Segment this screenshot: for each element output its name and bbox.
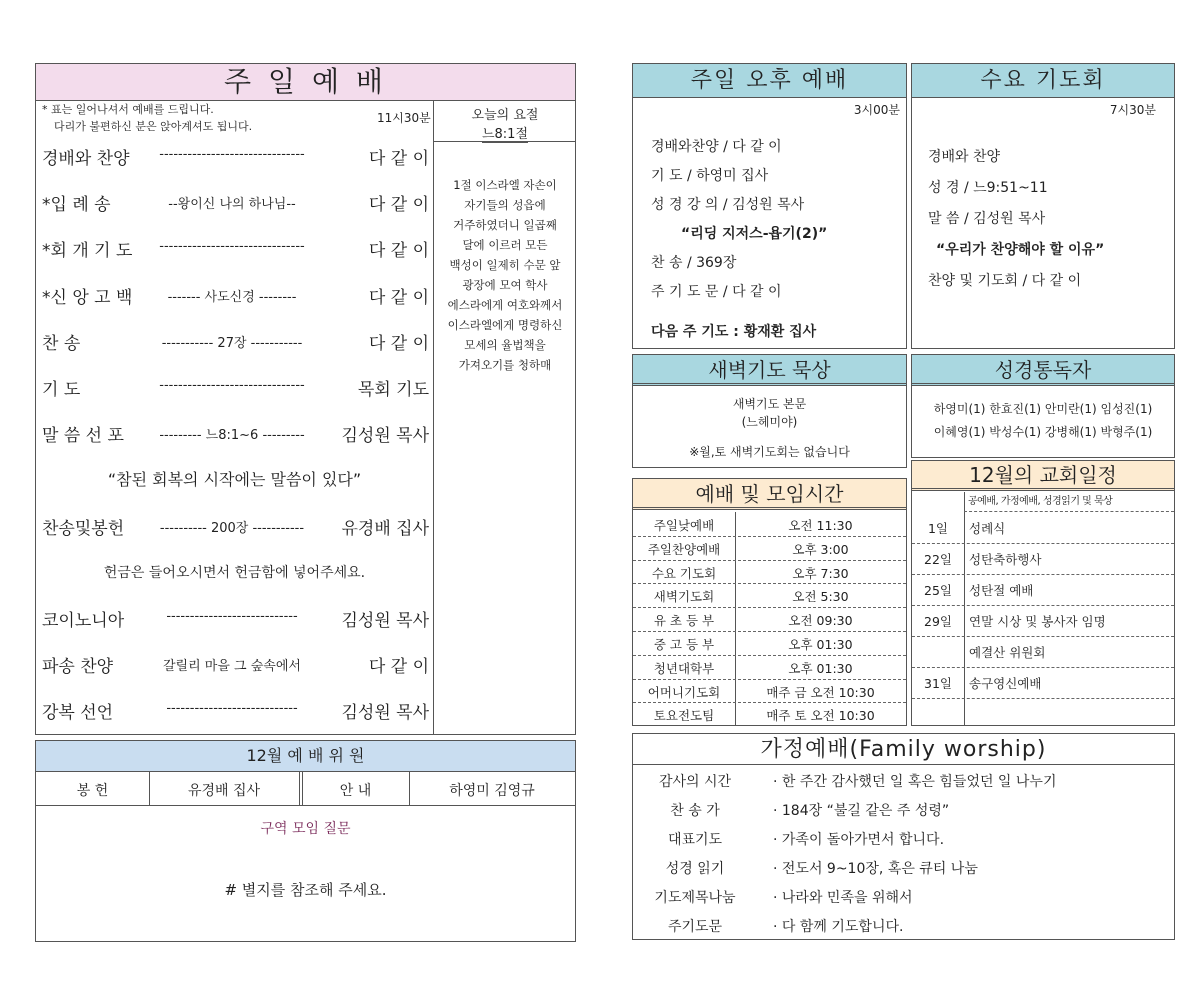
- divider: [633, 560, 906, 561]
- dawn-text: 새벽기도 본문: [732, 397, 807, 411]
- meeting-time: 오후 7:30: [792, 565, 849, 581]
- meeting-name: 주일찬양예배: [647, 541, 721, 557]
- meeting-time: 오전 5:30: [792, 589, 849, 605]
- family-text: · 가족이 돌아가면서 합니다.: [773, 832, 945, 848]
- afternoon-line: 기 도 / 하영미 집사: [651, 168, 769, 184]
- verse-line: 자기들의 성읍에: [464, 198, 546, 212]
- offering-label: 봉 헌: [76, 783, 109, 799]
- worship-item-leader: 유경배 집사: [341, 518, 429, 539]
- wednesday-line: 찬양 및 기도회 / 다 같 이: [928, 273, 1082, 289]
- worship-item-detail: ----------- 27장 -----------: [161, 335, 303, 351]
- worship-item-detail: ---------- 200장 -----------: [159, 520, 305, 536]
- meeting-time: 오전 09:30: [788, 613, 853, 629]
- schedule-event: 연말 시상 및 봉사자 임명: [969, 614, 1106, 629]
- committee-row: [36, 772, 575, 806]
- readers-line-1: 하영미(1) 한효진(1) 안미란(1) 임성진(1): [933, 402, 1153, 416]
- verse-line: 거주하였더니 일곱째: [453, 218, 557, 232]
- schedule-day: 29일: [924, 614, 952, 629]
- family-text: · 다 함께 기도합니다.: [773, 919, 904, 935]
- meeting-name: 수요 기도회: [651, 565, 717, 581]
- standing-note: * 표는 일어나셔서 예배를 드립니다.: [42, 103, 214, 116]
- family-text: · 한 주간 감사했던 일 혹은 힘들었던 일 나누기: [773, 774, 1057, 790]
- worship-item-label: *회 개 기 도: [42, 241, 133, 262]
- family-label: 대표기도: [667, 832, 723, 848]
- usher-label: 안 내: [339, 783, 372, 799]
- meeting-name: 주일낮예배: [653, 518, 715, 533]
- afternoon-title: 주일 오후 예배: [690, 68, 849, 93]
- divider: [912, 605, 1174, 606]
- verse-line: 모세의 율법책을: [464, 338, 546, 352]
- dawn-title: 새벽기도 묵상: [708, 358, 831, 382]
- worship-item-label: 찬 송: [42, 333, 81, 354]
- worship-item-detail: ------- 사도신경 --------: [167, 289, 297, 305]
- wednesday-header: [912, 64, 1174, 98]
- dawn-note: ※월,토 새벽기도회는 없습니다: [689, 445, 850, 459]
- verse-column: [433, 101, 576, 734]
- meetings-header: [633, 479, 906, 510]
- reference-note: # 별지를 참조해 주세요.: [224, 881, 387, 899]
- family-header: [633, 734, 1174, 765]
- family-label: 주기도문: [667, 919, 723, 935]
- schedule-box: [911, 460, 1175, 726]
- schedule-day: 25일: [924, 583, 952, 598]
- schedule-col-divider: [964, 492, 965, 725]
- divider: [912, 574, 1174, 575]
- meeting-name: 어머니기도회: [647, 684, 721, 700]
- meeting-name: 청년대학부: [653, 660, 715, 676]
- worship-item-label: 파송 찬양: [42, 657, 114, 678]
- divider: [912, 667, 1174, 668]
- worship-item-label: 경배와 찬양: [42, 149, 130, 169]
- worship-item-leader: 다 같 이: [368, 149, 429, 169]
- verse-line: 달에 이르러 모든: [462, 238, 548, 252]
- worship-item-leader: 김성원 목사: [341, 611, 429, 631]
- usher-value: 하영미 김영규: [449, 783, 535, 799]
- schedule-event: 성례식: [969, 521, 1006, 536]
- verse-line: 가져오기를 청하매: [458, 358, 552, 372]
- divider: [633, 631, 906, 632]
- wednesday-title: 수요 기도회: [980, 68, 1106, 93]
- sermon-title: “참된 회복의 시작에는 말씀이 있다”: [107, 470, 362, 490]
- worship-item-detail: -------------------------------: [159, 378, 305, 393]
- verse-line: 광장에 모여 학사: [462, 278, 548, 292]
- group-question: 구역 모임 질문: [260, 821, 351, 837]
- committee-box: [35, 740, 576, 942]
- meeting-time: 오후 01:30: [788, 637, 853, 652]
- schedule-title: 12월의 교회일정: [969, 463, 1117, 487]
- worship-item-leader: 목회 기도: [357, 380, 429, 400]
- worship-item-label: 강복 선언: [42, 703, 114, 724]
- schedule-event: 성탄절 예배: [969, 583, 1034, 598]
- dawn-prayer-box: [632, 354, 907, 468]
- divider: [633, 702, 906, 703]
- family-label: 성경 읽기: [665, 861, 725, 877]
- wednesday-line: 말 씀 / 김성원 목사: [928, 211, 1046, 227]
- service-time: 11시30분: [377, 111, 431, 125]
- worship-item-detail: ----------------------------: [166, 609, 298, 624]
- verse-line: 백성이 일제히 수문 앞: [449, 258, 561, 272]
- meeting-time: 매주 금 오전 10:30: [766, 684, 875, 700]
- schedule-day: 31일: [924, 676, 952, 691]
- afternoon-header: [633, 64, 906, 98]
- wednesday-time: 7시30분: [1109, 103, 1156, 117]
- divider: [912, 636, 1174, 637]
- divider: [912, 543, 1174, 544]
- afternoon-line: 찬 송 / 369장: [651, 255, 737, 271]
- dawn-header: [633, 355, 906, 386]
- committee-title: 12월 예 배 위 원: [246, 746, 365, 765]
- family-label: 기도제목나눔: [654, 890, 736, 906]
- family-text: · 184장 “불길 같은 주 성령”: [773, 803, 950, 819]
- wednesday-line: 성 경 / 느9:51~11: [928, 180, 1048, 196]
- worship-item-leader: 다 같 이: [368, 333, 429, 354]
- sunday-service-box: [35, 63, 576, 735]
- wednesday-box: [911, 63, 1175, 349]
- afternoon-service-box: [632, 63, 907, 349]
- worship-item-label: *입 례 송: [42, 195, 111, 216]
- schedule-event: 예결산 위원회: [969, 645, 1046, 660]
- worship-item-detail: ----------------------------: [166, 701, 298, 717]
- readers-title: 성경통독자: [994, 358, 1092, 382]
- schedule-day: 22일: [924, 552, 952, 567]
- afternoon-line: 성 경 강 의 / 김성원 목사: [651, 197, 805, 213]
- bible-readers-box: [911, 354, 1175, 458]
- meeting-name: 토요전도팀: [653, 708, 715, 724]
- worship-item-detail: -------------------------------: [159, 147, 305, 162]
- family-label: 찬 송 가: [670, 803, 720, 819]
- worship-item-leader: 다 같 이: [368, 287, 429, 308]
- divider: [912, 698, 1174, 699]
- committee-header: [36, 741, 575, 772]
- schedule-event: 송구영신예배: [969, 676, 1042, 691]
- schedule-day: 1일: [927, 521, 949, 536]
- worship-item-detail: -------------------------------: [159, 239, 305, 255]
- family-title: 가정예배(Family worship): [760, 737, 1047, 762]
- divider: [633, 607, 906, 608]
- meeting-time: 오후 3:00: [792, 541, 849, 557]
- worship-item-leader: 다 같 이: [368, 195, 429, 216]
- family-text: · 나라와 민족을 위해서: [773, 890, 913, 906]
- wednesday-line: “우리가 찬양해야 할 이유”: [936, 242, 1105, 258]
- family-worship-box: [632, 733, 1175, 940]
- verse-header-title: 오늘의 요절: [471, 108, 539, 123]
- verse-line: 1절 이스라엘 자손이: [453, 178, 557, 192]
- divider: [633, 583, 906, 584]
- meeting-time: 오전 11:30: [788, 518, 853, 533]
- offering-value: 유경배 집사: [187, 783, 261, 799]
- meeting-name: 유 초 등 부: [653, 613, 715, 629]
- afternoon-line: “리딩 지저스-욥기(2)”: [681, 226, 828, 242]
- divider: [964, 511, 1174, 512]
- meeting-name: 중 고 등 부: [653, 637, 715, 652]
- afternoon-line: 경배와찬양 / 다 같 이: [651, 139, 782, 155]
- worship-item-leader: 김성원 목사: [341, 703, 429, 724]
- worship-item-label: 기 도: [42, 380, 81, 400]
- worship-item-label: 찬송및봉헌: [42, 518, 125, 539]
- divider: [633, 655, 906, 656]
- meeting-time: 매주 토 오전 10:30: [766, 708, 875, 724]
- family-label: 감사의 시간: [658, 774, 732, 790]
- afternoon-line: 주 기 도 문 / 다 같 이: [651, 284, 782, 300]
- family-text: · 전도서 9~10장, 혹은 큐티 나눔: [773, 861, 978, 877]
- sunday-service-header: [36, 64, 575, 101]
- verse-text: [434, 142, 576, 375]
- schedule-header: [912, 461, 1174, 491]
- verse-header: [434, 101, 576, 142]
- page-title: 주 일 예 배: [224, 65, 387, 98]
- sitting-note: 다리가 불편하신 분은 앉아계셔도 됩니다.: [54, 120, 253, 133]
- next-week-prayer: 다음 주 기도 : 황재환 집사: [651, 324, 817, 340]
- worship-item-label: 말 씀 선 포: [42, 426, 124, 447]
- worship-item-label: *신 앙 고 백: [42, 287, 133, 308]
- offering-note: 헌금은 들어오시면서 헌금함에 넣어주세요.: [103, 564, 366, 581]
- worship-item-label: 코이노니아: [42, 611, 125, 631]
- meeting-name: 새벽기도회: [653, 589, 715, 605]
- divider: [633, 536, 906, 537]
- afternoon-time: 3시00분: [853, 103, 900, 117]
- schedule-event: 성탄축하행사: [969, 552, 1042, 567]
- schedule-header-note: 공예배, 가정예배, 성경읽기 및 묵상: [968, 496, 1113, 507]
- worship-item-detail: --왕이신 나의 하나님--: [168, 197, 296, 213]
- dawn-book: (느헤미야): [741, 415, 798, 429]
- worship-item-detail: 갈릴리 마을 그 숲속에서: [163, 659, 301, 675]
- worship-item-leader: 다 같 이: [368, 241, 429, 262]
- meeting-times-box: [632, 478, 907, 726]
- wednesday-line: 경배와 찬양: [928, 149, 1001, 165]
- verse-line: 에스라에게 여호와께서: [447, 298, 563, 312]
- meetings-title: 예배 및 모임시간: [695, 482, 844, 506]
- readers-line-2: 이혜영(1) 박성수(1) 강병해(1) 박형주(1): [933, 425, 1153, 439]
- readers-header: [912, 355, 1174, 386]
- worship-item-detail: --------- 느8:1~6 ---------: [159, 428, 305, 444]
- verse-line: 이스라엘에게 명령하신: [447, 318, 563, 332]
- divider: [299, 772, 300, 805]
- worship-item-leader: 다 같 이: [368, 657, 429, 678]
- verse-reference: 느8:1절: [482, 123, 528, 143]
- divider: [633, 679, 906, 680]
- worship-item-leader: 김성원 목사: [341, 426, 429, 447]
- meeting-time: 오후 01:30: [788, 660, 853, 676]
